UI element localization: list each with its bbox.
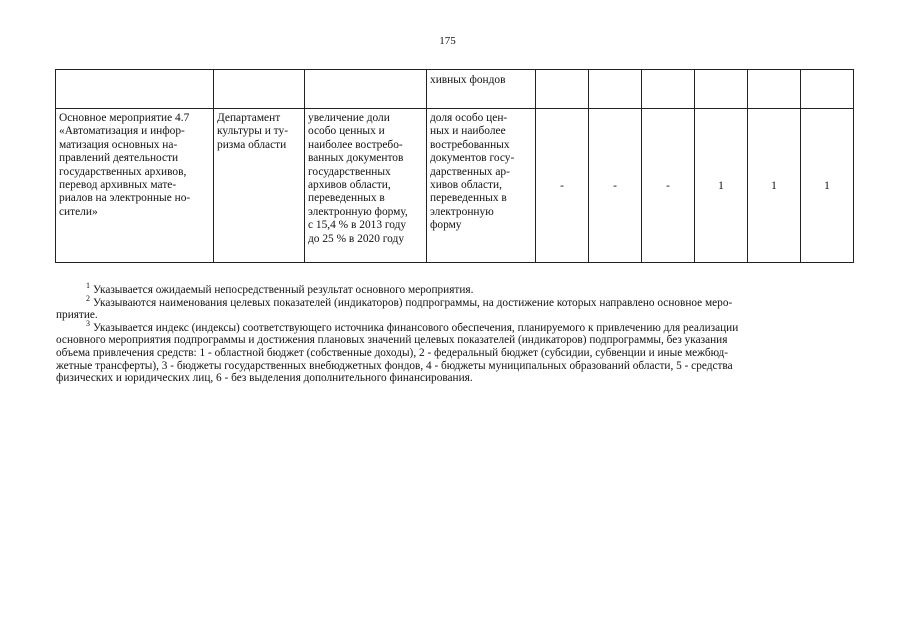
result-line: увеличение доли [308, 112, 390, 124]
value-cell-1: - [536, 109, 589, 263]
indicator-line: востребованных [430, 138, 510, 151]
indicator-line: ных и наиболее [430, 125, 506, 138]
executor-cell [214, 70, 305, 109]
footnote-line: Указывается индекс (индексы) соответствующего источника финансового обеспечения, планируемого к привлечению для реализации [93, 321, 739, 334]
indicator-line: документов госу- [430, 152, 515, 165]
result-cell [305, 70, 427, 109]
footnote-mark: 3 [86, 318, 90, 328]
indicator-continued-text: хивных фондов [430, 74, 506, 86]
result-line: электронную форму, [308, 205, 408, 218]
result-line: до 25 % в 2020 году [308, 232, 405, 245]
result-line: переведенных в [308, 192, 385, 205]
value-cell-2: - [589, 109, 642, 263]
table-row-event-4-7 [56, 109, 854, 263]
table-row-continued [56, 70, 854, 109]
result-cell [305, 109, 427, 263]
footnote-line: основного мероприятия подпрограммы и достижения плановых значений целевых показателей (индикаторов) подпрограммы, без указания [56, 334, 728, 347]
event-line: «Автоматизация и инфор- [59, 125, 185, 138]
footnote-line: Указываются наименования целевых показателей (индикаторов) подпрограммы, на достижение которых направлено основное меро- [93, 296, 733, 309]
event-line: матизация основных на- [59, 138, 178, 151]
event-cell [56, 70, 214, 109]
footnote-line: Указывается ожидаемый непосредственный результат основного мероприятия. [93, 284, 474, 296]
footnote-3 [56, 318, 840, 385]
footnote-2 [56, 293, 840, 322]
indicator-line: электронную [430, 205, 494, 218]
event-line: государственных архивов, [59, 165, 187, 178]
footnote-line: физических и юридических лиц, 6 - без выделения дополнительного финансирования. [56, 372, 473, 385]
footnote-mark: 2 [86, 293, 90, 303]
event-line: Основное мероприятие 4.7 [59, 112, 190, 124]
indicator-line: форму [430, 219, 462, 232]
event-line: перевод архивных мате- [59, 179, 177, 192]
executor-line: ризма области [217, 138, 287, 151]
footnote-mark: 1 [86, 281, 90, 290]
program-events-table [55, 69, 854, 263]
indicator-cell [427, 70, 536, 109]
value-cell-6 [801, 70, 854, 109]
executor-line: культуры и ту- [217, 125, 288, 138]
value-cell-3 [642, 70, 695, 109]
footnote-line: жетные трансферты), 3 - бюджеты государственных внебюджетных фондов, 4 - бюджеты муниципальных образований области, 5 - средства [56, 359, 733, 372]
page-number: 175 [439, 35, 456, 47]
value-cell-3: - [642, 109, 695, 263]
indicator-line: доля особо цен- [430, 112, 508, 124]
event-line: правлений деятельности [59, 152, 179, 165]
value-cell-6: 1 [801, 109, 854, 263]
indicator-line: хивов области, [430, 179, 502, 192]
value-cell-4 [695, 70, 748, 109]
footnote-1 [56, 281, 840, 297]
footnote-line: приятие. [56, 309, 98, 322]
result-line: ванных документов [308, 152, 404, 165]
footnote-line: объема привлечения средств: 1 - областной бюджет (собственные доходы), 2 - федеральный бюджет (субсидии, субвенции и иные межбюд- [56, 346, 728, 359]
event-line: риалов на электронные но- [59, 192, 191, 205]
result-line: с 15,4 % в 2013 году [308, 219, 407, 232]
event-line: сители» [59, 205, 98, 218]
executor-cell [214, 109, 305, 263]
value-cell-5: 1 [748, 109, 801, 263]
executor-line: Департамент [217, 112, 281, 124]
footnotes [56, 281, 840, 385]
result-line: государственных [308, 165, 391, 178]
indicator-cell [427, 109, 536, 263]
indicator-line: дарственных ар- [430, 165, 510, 178]
result-line: наиболее востребо- [308, 138, 403, 151]
value-cell-1 [536, 70, 589, 109]
result-line: архивов области, [308, 179, 391, 192]
value-cell-5 [748, 70, 801, 109]
value-cell-2 [589, 70, 642, 109]
event-cell [56, 109, 214, 263]
value-cell-4: 1 [695, 109, 748, 263]
result-line: особо ценных и [308, 125, 385, 138]
indicator-line: переведенных в [430, 192, 507, 205]
